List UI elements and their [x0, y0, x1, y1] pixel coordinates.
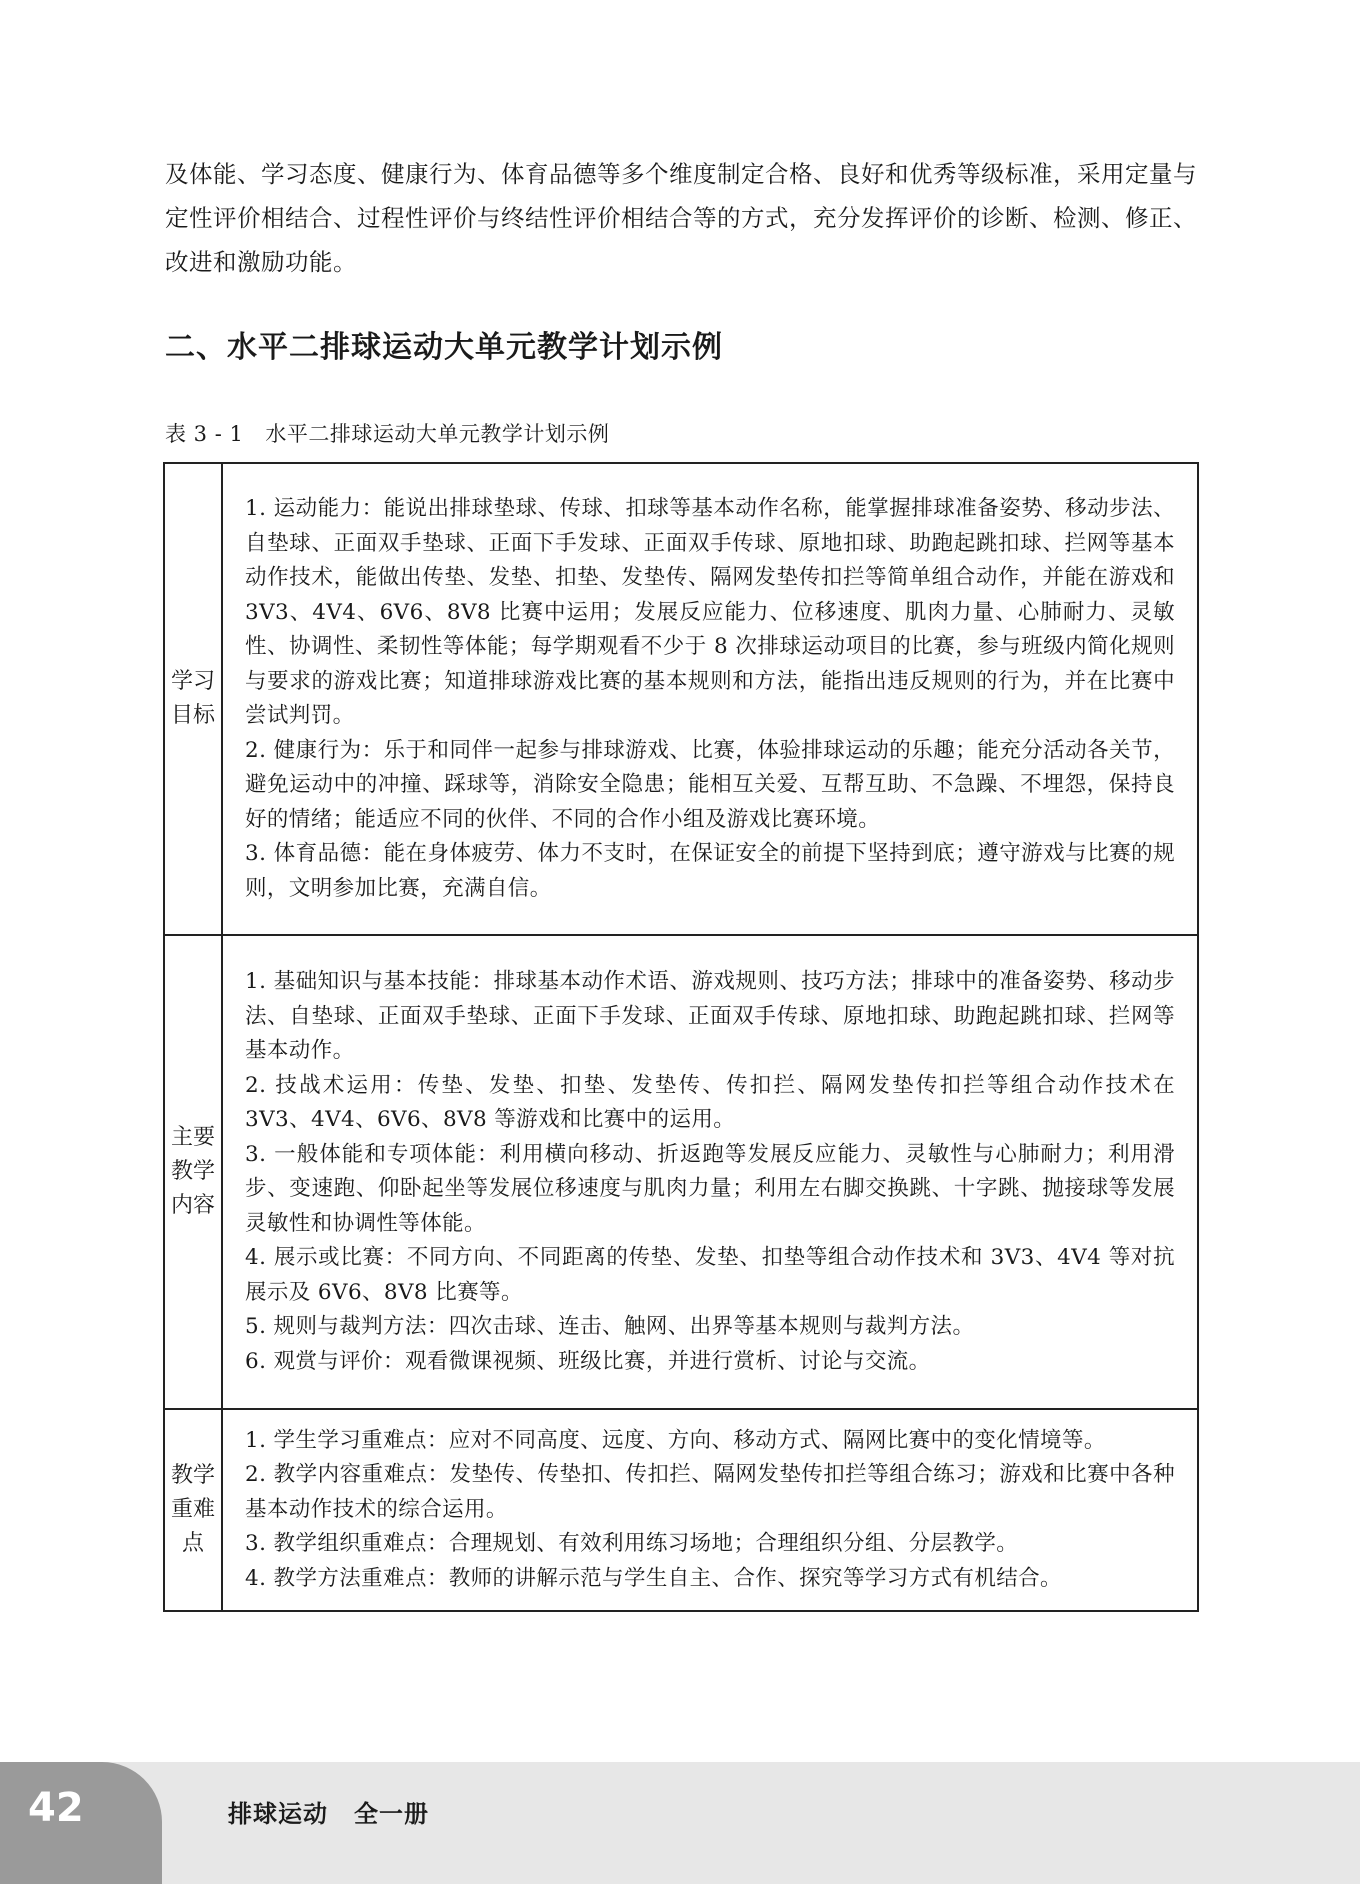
list-item: 2. 教学内容重难点：发垫传、传垫扣、传扣拦、隔网发垫传扣拦等组合练习；游戏和比赛中各种基本动作技术的综合运用。 — [245, 1462, 1175, 1522]
list-item: 4. 教学方法重难点：教师的讲解示范与学生自主、合作、探究等学习方式有机结合。 — [245, 1565, 1062, 1591]
list-item: 3. 一般体能和专项体能：利用横向移动、折返跑等发展反应能力、灵敏性与心肺耐力；利用滑步、变速跑、仰卧起坐等发展位移速度与肌肉力量；利用左右脚交换跳、十字跳、抛接球等发展灵敏性和协调性等体能。 — [245, 1141, 1175, 1236]
list-item: 5. 规则与裁判方法：四次击球、连击、触网、出界等基本规则与裁判方法。 — [245, 1314, 975, 1339]
row-label-learning-goals — [164, 463, 222, 935]
list-item: 2. 技战术运用：传垫、发垫、扣垫、发垫传、传扣拦、隔网发垫传扣拦等组合动作技术在 3V3、4V4、6V6、8V8 等游戏和比赛中的运用。 — [245, 1072, 1175, 1132]
row-label-line: 主要 — [170, 1125, 215, 1150]
row-content-learning-goals — [222, 463, 1198, 935]
row-label-line: 内容 — [170, 1193, 215, 1218]
list-item: 1. 基础知识与基本技能：排球基本动作术语、游戏规则、技巧方法；排球中的准备姿势、移动步法、自垫球、正面双手垫球、正面下手发球、正面双手传球、原地扣球、助跑起跳扣球、拦网等基本动作。 — [245, 969, 1175, 1063]
intro-text — [165, 152, 1200, 284]
footer-bar — [0, 1762, 1360, 1884]
row-label-line: 教学 — [170, 1463, 215, 1488]
intro-paragraph: 及体能、学习态度、健康行为、体育品德等多个维度制定合格、良好和优秀等级标准，采用定量与定性评价相结合、过程性评价与终结性评价相结合等的方式，充分发挥评价的诊断、检测、修正、改进和激励功能。 — [165, 160, 1197, 276]
list-item: 2. 健康行为：乐于和同伴一起参与排球游戏、比赛，体验排球运动的乐趣；能充分活动各关节，避免运动中的冲撞、踩球等，消除安全隐患；能相互关爱、互帮互助、不急躁、不埋怨，保持良好的情绪；能适应不同的伙伴、不同的合作小组及游戏比赛环境。 — [245, 737, 1175, 832]
table-row-key-difficulties — [164, 1409, 1198, 1611]
row-content-main-content — [222, 935, 1198, 1409]
list-item: 3. 教学组织重难点：合理规划、有效利用练习场地；合理组织分组、分层教学。 — [245, 1531, 1019, 1557]
list-item: 1. 学生学习重难点：应对不同高度、远度、方向、移动方式、隔网比赛中的变化情境等。 — [245, 1427, 1106, 1453]
row-label-line: 学习 — [170, 669, 215, 694]
list-item: 6. 观赏与评价：观看微课视频、班级比赛，并进行赏析、讨论与交流。 — [245, 1348, 931, 1374]
row-label-key-difficulties — [164, 1409, 222, 1611]
table-row-learning-goals — [164, 463, 1198, 935]
list-item: 3. 体育品德：能在身体疲劳、体力不支时，在保证安全的前提下坚持到底；遵守游戏与比赛的规则，文明参加比赛，充满自信。 — [245, 841, 1175, 901]
row-label-main-content — [164, 935, 222, 1409]
book-title: 排球运动 — [228, 1800, 328, 1828]
row-label-line: 教学 — [170, 1159, 215, 1184]
table-caption — [165, 418, 609, 448]
page-number: 42 — [28, 1785, 84, 1831]
list-item: 4. 展示或比赛：不同方向、不同距离的传垫、发垫、扣垫等组合动作技术和 3V3、4V4 等对抗展示及 6V6、8V8 比赛等。 — [245, 1245, 1175, 1305]
row-label-line: 重难 — [170, 1497, 215, 1522]
book-volume: 全一册 — [354, 1800, 429, 1828]
row-content-key-difficulties — [222, 1409, 1198, 1611]
list-item: 1. 运动能力：能说出排球垫球、传球、扣球等基本动作名称，能掌握排球准备姿势、移动步法、自垫球、正面双手垫球、正面下手发球、正面双手传球、原地扣球、助跑起跳扣球、拦网等基本动作技术，能做出传垫、发垫、扣垫、发垫传、隔网发垫传扣拦等简单组合动作，并能在游戏和3V3、4V4、6V6、8V8 比赛中运用；发展反应能力、位移速度、肌肉力量、心肺耐力、灵敏性、协调性、柔韧性等体能；每学期观看不少于 8 次排球运动项目的比赛，参与班级内简化规则与要求的游戏比赛；知道排球游戏比赛的基本规则和方法，能指出违反规则的行为，并在比赛中尝试判罚。 — [245, 496, 1175, 728]
table-caption-number: 表 3 - 1 — [165, 422, 244, 446]
row-label-line: 目标 — [170, 703, 215, 728]
section-heading: 二、水平二排球运动大单元教学计划示例 — [165, 330, 723, 365]
teaching-plan-table — [163, 462, 1199, 1612]
table-caption-title: 水平二排球运动大单元教学计划示例 — [265, 422, 610, 446]
table-row-main-content — [164, 935, 1198, 1409]
running-footer-title — [228, 1794, 429, 1829]
row-label-line: 点 — [181, 1531, 204, 1556]
